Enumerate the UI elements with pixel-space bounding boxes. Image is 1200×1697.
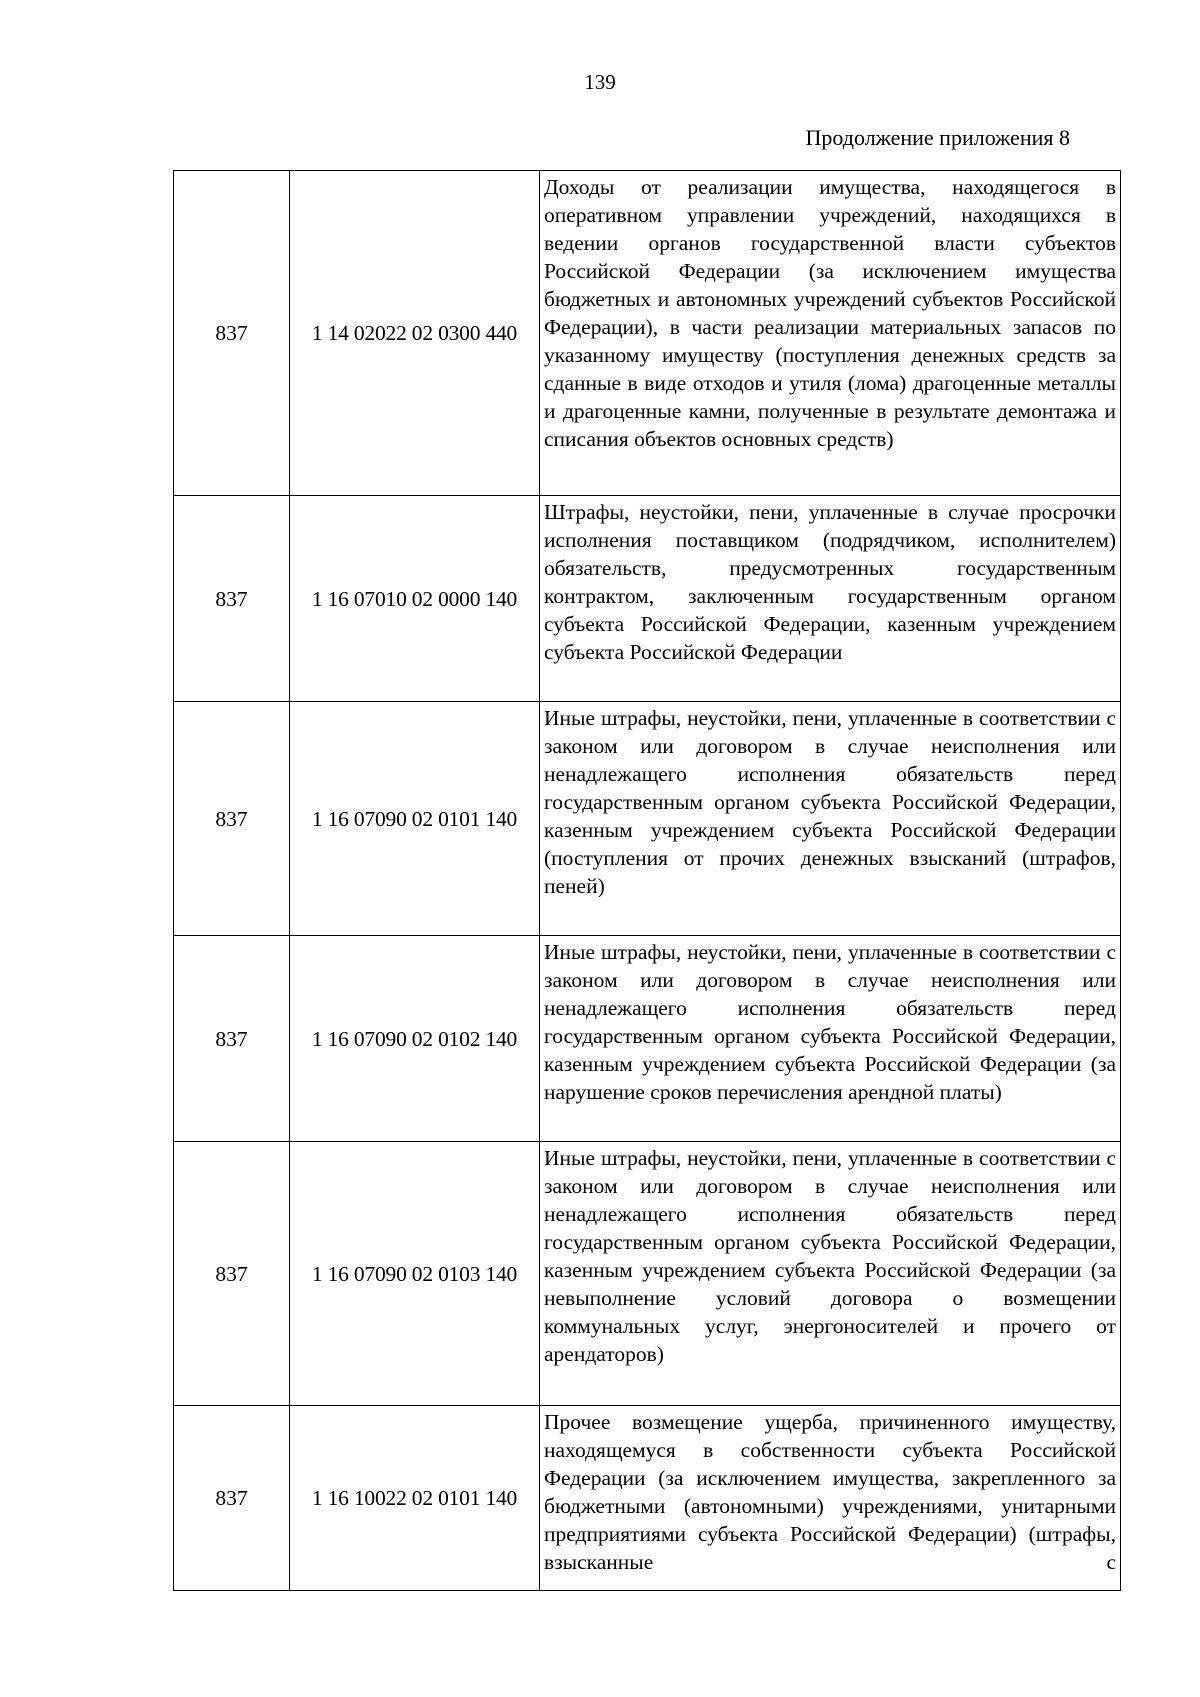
table-row [174,702,1121,936]
table-row [174,496,1121,702]
table-row [174,1142,1121,1406]
income-description-cell: Иные штрафы, неустойки, пени, уплаченные в соответствии с законом или договором в случае неисполнения или ненадлежащего исполнения обязательств перед государственным органом субъекта Российской Федерации, казенным учреждением субъекта Российской Федерации (за невыполнение условий договора о возмещении коммунальных услуг, энергоносителей и прочего от арендаторов) [540,1142,1121,1406]
table-row [174,936,1121,1142]
table-row [174,171,1121,496]
page-number: 139 [584,70,616,94]
income-description-cell: Прочее возмещение ущерба, причиненного имуществу, находящемуся в собственности субъекта Российской Федерации (за исключением имущества, закрепленного за бюджетными (автономными) учреждениями, унитарными предприятиями субъекта Российской Федерации) (штрафы, взысканные с [540,1406,1121,1591]
admin-code-cell: 837 [174,936,290,1142]
income-code-cell: 1 16 10022 02 0101 140 [290,1406,540,1591]
admin-code-cell: 837 [174,702,290,936]
income-code-cell: 1 16 07090 02 0101 140 [290,702,540,936]
admin-code-cell: 837 [174,1142,290,1406]
income-code-cell: 1 14 02022 02 0300 440 [290,171,540,496]
appendix-continuation-label: Продолжение приложения 8 [805,125,1070,150]
income-description-cell: Штрафы, неустойки, пени, уплаченные в случае просрочки исполнения поставщиком (подрядчиком, исполнителем) обязательств, предусмотренных государственным контрактом, заключенным государственным органом субъекта Российской Федерации, казенным учреждением субъекта Российской Федерации [540,496,1121,702]
table-row [174,1406,1121,1591]
income-code-cell: 1 16 07010 02 0000 140 [290,496,540,702]
income-description-cell: Иные штрафы, неустойки, пени, уплаченные в соответствии с законом или договором в случае неисполнения или ненадлежащего исполнения обязательств перед государственным органом субъекта Российской Федерации, казенным учреждением субъекта Российской Федерации (за нарушение сроков перечисления арендной платы) [540,936,1121,1142]
income-code-cell: 1 16 07090 02 0103 140 [290,1142,540,1406]
income-description-cell: Доходы от реализации имущества, находящегося в оперативном управлении учреждений, находящихся в ведении органов государственной власти субъектов Российской Федерации (за исключением имущества бюджетных и автономных учреждений субъектов Российской Федерации), в части реализации материальных запасов по указанному имуществу (поступления денежных средств за сданные в виде отходов и утиля (лома) драгоценные металлы и драгоценные камни, полученные в результате демонтажа и списания объектов основных средств) [540,171,1121,496]
admin-code-cell: 837 [174,1406,290,1591]
income-description-cell: Иные штрафы, неустойки, пени, уплаченные в соответствии с законом или договором в случае неисполнения или ненадлежащего исполнения обязательств перед государственным органом субъекта Российской Федерации, казенным учреждением субъекта Российской Федерации (поступления от прочих денежных взысканий (штрафов, пеней) [540,702,1121,936]
income-codes-table [173,170,1121,1591]
admin-code-cell: 837 [174,171,290,496]
income-code-cell: 1 16 07090 02 0102 140 [290,936,540,1142]
admin-code-cell: 837 [174,496,290,702]
